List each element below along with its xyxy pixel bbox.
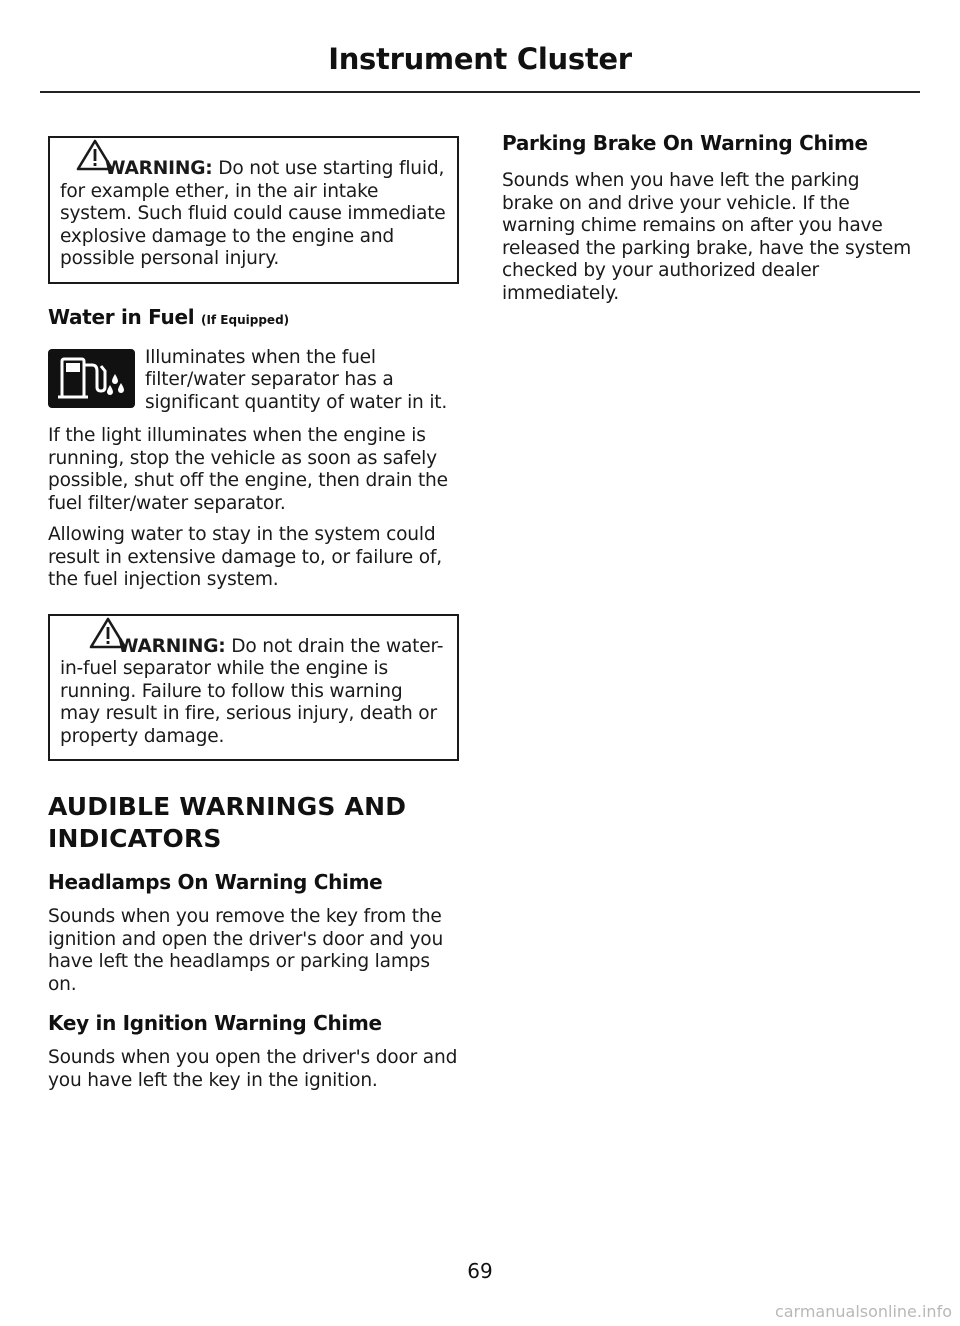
- left-column: [48, 136, 459, 1101]
- section-heading-water-in-fuel: Water in Fuel (If Equipped): [48, 304, 290, 329]
- warning-body: Do not use starting fluid, for example ether, in the air intake system. Such fluid could cause immediate explosive damage to the engine and possible personal injury.: [60, 158, 446, 269]
- subheading-headlamps-chime: Headlamps On Warning Chime: [48, 870, 383, 894]
- warning-label: WARNING:: [105, 158, 213, 179]
- page-number: 69: [467, 1259, 493, 1283]
- water-in-fuel-description: [48, 347, 459, 415]
- warning-triangle-icon: [88, 616, 128, 650]
- page-header-title: Instrument Cluster: [328, 42, 632, 76]
- parking-brake-chime-text: Sounds when you have left the parking brake on and drive your vehicle. If the warning chime remains on after you have released the parking brake, have the system checked by your authorized dealer immediately.: [502, 170, 911, 304]
- warning-text: [60, 158, 447, 271]
- key-in-ignition-chime-text: Sounds when you open the driver's door and you have left the key in the ignition.: [48, 1047, 458, 1091]
- headlamps-chime-text: Sounds when you remove the key from the ignition and open the driver's door and you have left the headlamps or parking lamps on.: [48, 906, 444, 995]
- warning-box-drain-separator: [48, 614, 459, 762]
- heading-note: (If Equipped): [200, 312, 290, 327]
- warning-text: [60, 636, 447, 749]
- water-in-fuel-damage-text: Allowing water to stay in the system could result in extensive damage to, or failure of, the fuel injection system.: [48, 524, 442, 590]
- water-in-fuel-icon: [48, 349, 135, 408]
- subheading-key-in-ignition-chime: Key in Ignition Warning Chime: [48, 1011, 382, 1035]
- section-heading-audible-warnings: AUDIBLE WARNINGS AND INDICATORS: [48, 792, 407, 853]
- water-in-fuel-illuminates-text: Illuminates when the fuel filter/water separator has a significant quantity of water in it.: [145, 346, 448, 413]
- watermark: carmanualsonline.info: [774, 1302, 952, 1321]
- header-divider: [40, 91, 920, 93]
- warning-box-starting-fluid: [48, 136, 459, 284]
- water-in-fuel-running-text: If the light illuminates when the engine is running, stop the vehicle as soon as safely possible, shut off the engine, then drain the fuel filter/water separator.: [48, 425, 448, 514]
- subheading-parking-brake-chime: Parking Brake On Warning Chime: [502, 131, 868, 155]
- warning-body: Do not drain the water-in-fuel separator while the engine is running. Failure to follow this warning may result in fire, serious injury, death or property damage.: [60, 635, 444, 747]
- right-column: [502, 130, 916, 314]
- warning-triangle-icon: [75, 138, 115, 172]
- warning-label: WARNING:: [118, 635, 226, 657]
